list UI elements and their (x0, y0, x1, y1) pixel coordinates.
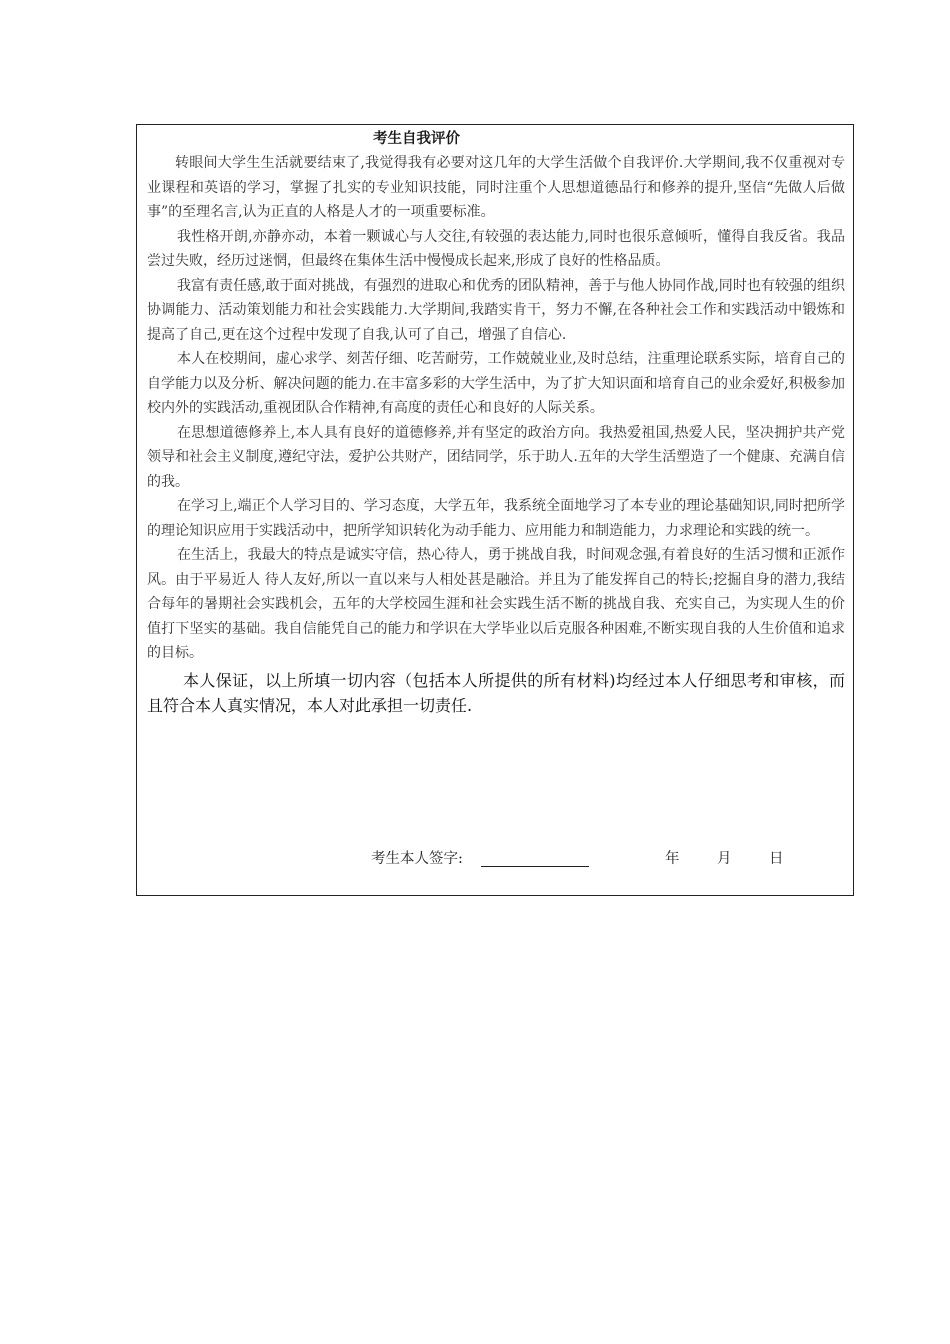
signature-label: 考生本人签字: (371, 851, 463, 867)
pledge-statement: 本人保证，以上所填一切内容（包括本人所提供的所有材料)均经过本人仔细思考和审核，而且符合本人真实情况，本人对此承担一切责任. (147, 670, 845, 715)
date-month-label: 月 (717, 851, 732, 867)
date-day-label: 日 (769, 851, 784, 867)
paragraph-3: 我富有责任感,敢于面对挑战，有强烈的进取心和优秀的团队精神，善于与他人协同作战,同时也有较强的组织协调能力、活动策划能力和社会实践能力.大学期间,我踏实肯干，努力不懈,在各种社会工作和实践活动中锻炼和提高了自己,更在这个过程中发现了自我,认可了自己，增强了自信心. (147, 277, 845, 343)
paragraph-1: 转眼间大学生生活就要结束了,我觉得我有必要对这几年的大学生活做个自我评价.大学期间,我不仅重视对专业课程和英语的学习，掌握了扎实的专业知识技能，同时注重个人思想道德品行和修养的提升,坚信“先做人后做事”的至理名言,认为正直的人格是人才的一项重要标准。 (147, 155, 845, 220)
form-title: 考生自我评价 (373, 131, 460, 147)
paragraph-2: 我性格开朗,亦静亦动，本着一颗诚心与人交往,有较强的表达能力,同时也很乐意倾听，懂得自我反省。我品尝过失败，经历过迷惘，但最终在集体生活中慢慢成长起来,形成了良好的性格品质。 (147, 228, 845, 269)
date-year-label: 年 (665, 851, 680, 867)
signature-row (137, 847, 853, 871)
paragraph-5: 在思想道德修养上,本人具有良好的道德修养,并有坚定的政治方向。我热爱祖国,热爱人民，坚决拥护共产党领导和社会主义制度,遵纪守法，爱护公共财产，团结同学，乐于助人.五年的大学生活塑造了一个健康、充满自信的我。 (147, 424, 845, 490)
self-evaluation-form (136, 124, 854, 896)
signature-line[interactable] (481, 866, 589, 867)
paragraph-6: 在学习上,端正个人学习目的、学习态度，大学五年，我系统全面地学习了本专业的理论基础知识,同时把所学的理论知识应用于实践活动中，把所学知识转化为动手能力、应用能力和制造能力，力求理论和实践的统一。 (147, 498, 845, 539)
paragraph-7: 在生活上，我最大的特点是诚实守信，热心待人，勇于挑战自我，时间观念强,有着良好的生活习惯和正派作风。由于平易近人 待人友好,所以一直以来与人相处甚是融洽。并且为了能发挥自己的特长;挖掘自身的潜力,我结合每年的暑期社会实践机会，五年的大学校园生涯和社会实践生活不断的挑战自我、充实自己，为实现人生的价值打下坚实的基础。我自信能凭自己的能力和学识在大学毕业以后克服各种困难,不断实现自我的人生价值和追求的目标。 (147, 547, 845, 661)
paragraph-4: 本人在校期间，虚心求学、刻苦仔细、吃苦耐劳，工作兢兢业业,及时总结，注重理论联系实际，培育自己的自学能力以及分析、解决问题的能力.在丰富多彩的大学生活中，为了扩大知识面和培育自己的业余爱好,积极参加校内外的实践活动,重视团队合作精神,有高度的责任心和良好的人际关系。 (147, 351, 845, 416)
